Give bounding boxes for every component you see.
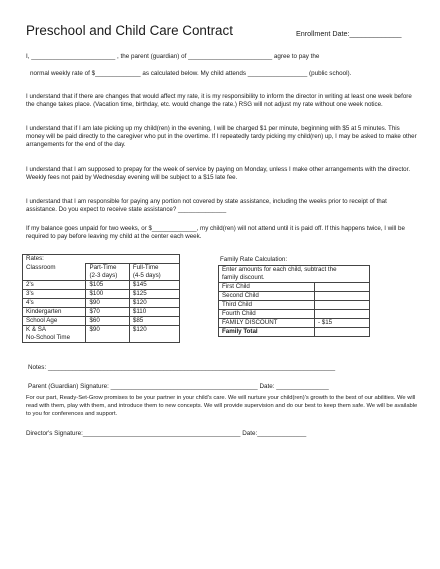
- table-row: K & SA No-School Time $90 $120: [23, 326, 180, 343]
- parent-signature-line[interactable]: Parent (Guardian) Signature: __________________________________________ Date: _______________: [28, 383, 329, 390]
- family-rate-table: [218, 265, 370, 337]
- late-pickup-paragraph: I understand that if I am late picking up my child(ren) in the evening, I will be charged $1 per minute, beginning with $5 at 5 minutes. This money will be paid directly to the caregiver who put in the overtime. If I repeatedly tardy picking my child(ren) up, I may be asked to make other arrangements for the end of the day.: [26, 125, 417, 149]
- table-row: FAMILY DISCOUNT - $15: [219, 319, 370, 328]
- enrollment-date-field[interactable]: Enrollment Date:_____________: [296, 29, 402, 38]
- table-row: 4's $90 $120: [23, 299, 180, 308]
- col-classroom: Classroom: [23, 264, 86, 281]
- table-row[interactable]: Second Child: [219, 292, 370, 301]
- rate-change-paragraph: I understand that if there are changes that would affect my rate, it is my responsibility to inform the director in writing at least one week before the change takes place. (Vacation time, birthday, etc. would change the rate.) RSG will not adjust my rate without one week notice.: [26, 93, 412, 109]
- rates-table: [22, 254, 180, 343]
- state-assistance-paragraph: I understand that I am responsible for paying any portion not covered by state assistance, including the weeks prior to receipt of that assistance. Do you expect to receive state assistance? ______________: [26, 198, 387, 214]
- weekly-rate-line[interactable]: normal weekly rate of $_____________ as calculated below. My child attends _________________ (public school).: [30, 70, 352, 77]
- parent-guardian-line[interactable]: I, ________________________ , the parent (guardian) of ________________________ agree to pay the: [26, 53, 320, 60]
- family-rate-header: Family Rate Calculation:: [220, 256, 288, 263]
- table-row[interactable]: Third Child: [219, 301, 370, 310]
- prepay-paragraph: I understand that I am supposed to prepay for the week of service by paying on Monday, unless I make other arrangements with the director. Weekly fees not paid by Wednesday evening will be subject to a $15 late fee.: [26, 166, 411, 182]
- table-row: Kindergarten $70 $110: [23, 308, 180, 317]
- col-part-time: Part-Time (2-3 days): [86, 264, 129, 281]
- col-full-time: Full-Time (4-5 days): [129, 264, 179, 281]
- table-row[interactable]: Fourth Child: [219, 310, 370, 319]
- table-row: School Age $60 $85: [23, 317, 180, 326]
- director-signature-line[interactable]: Director's Signature:_____________________________________________ Date:______________: [26, 430, 307, 437]
- table-row[interactable]: First Child: [219, 283, 370, 292]
- rates-header: Rates:: [23, 255, 180, 264]
- notes-field[interactable]: Notes: __________________________________________________________________________________: [28, 364, 336, 371]
- family-instructions: Enter amounts for each child, subtract the family discount.: [219, 266, 370, 283]
- table-row[interactable]: Family Total: [219, 328, 370, 337]
- table-row: 2's $105 $145: [23, 281, 180, 290]
- unpaid-balance-paragraph: If my balance goes unpaid for two weeks, or $_____________, my child(ren) will not attend until it is paid off. If this happens twice, I will be required to pay before leaving my child at the center each week.: [26, 225, 405, 241]
- table-row: 3's $100 $125: [23, 290, 180, 299]
- document-title: Preschool and Child Care Contract: [26, 23, 233, 38]
- closing-paragraph: For our part, Ready-Set-Grow promises to be your partner in your child's care. We will nurture your child(ren)'s growth to the best of our abilities. We will read with them, play with them, and introduce them to new concepts. We will provide supervision and do our best to keep them safe. We will be available to you for conferences and support.: [26, 395, 418, 417]
